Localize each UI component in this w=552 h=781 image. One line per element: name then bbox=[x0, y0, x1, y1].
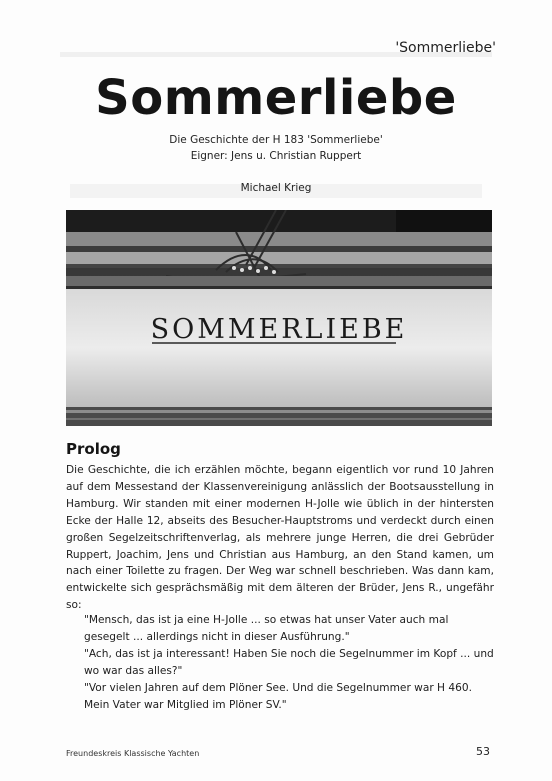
footer-publisher: Freundeskreis Klassische Yachten bbox=[66, 749, 200, 758]
quote-item: "Vor vielen Jahren auf dem Plöner See. Und die Segelnummer war H 460. Mein Vater war Mitglied im Plöner SV." bbox=[84, 681, 472, 711]
subtitle-line-1: Die Geschichte der H 183 'Sommerliebe' bbox=[169, 134, 383, 146]
subtitle-line-2: Eigner: Jens u. Christian Ruppert bbox=[190, 150, 362, 162]
dialogue-quotes bbox=[84, 612, 496, 713]
quote-item: "Mensch, das ist ja eine H-Jolle ... so etwas hat unser Vater auch mal gesegelt ... allerdings nicht in dieser Ausführung." bbox=[84, 614, 449, 643]
prolog-paragraph: Die Geschichte, die ich erzählen möchte, begann eigentlich vor rund 10 Jahren auf dem Messestand der Klassenvereinigung anlässlich der Bootsausstellung in Hamburg. Wir standen mit einer modernen H-Jolle wie üblich in der hintersten Ecke der Halle 12, abseits des Besucher-Hauptstroms und verdeckt durch einen großen Segelzeitschriftenverlag, als mehrere junge Herren, die drei Gebrüder Ruppert, Joachim, Jens und Christian aus Hamburg, an den Stand kamen, um nach einer Toilette zu fragen. Der Weg war schnell beschrieben. Was dann kam, entwickelte sich gesprächsmäßig mit dem älteren der Brüder, Jens R., ungefähr so: bbox=[66, 464, 494, 612]
hull-lettering: SOMMERLIEBE bbox=[150, 314, 408, 345]
hull-photo-illustration bbox=[66, 210, 492, 426]
prolog-heading: Prolog bbox=[66, 440, 121, 458]
article-author: Michael Krieg bbox=[240, 182, 312, 194]
article-title: Sommerliebe bbox=[95, 70, 457, 126]
article-subtitle bbox=[0, 132, 552, 164]
quote-item: "Ach, das ist ja interessant! Haben Sie noch die Segelnummer im Kopf ... und wo war das alles?" bbox=[84, 647, 494, 677]
page-number: 53 bbox=[476, 745, 490, 758]
section-tag: 'Sommerliebe' bbox=[395, 40, 496, 56]
boat-hull-photo bbox=[66, 210, 492, 426]
